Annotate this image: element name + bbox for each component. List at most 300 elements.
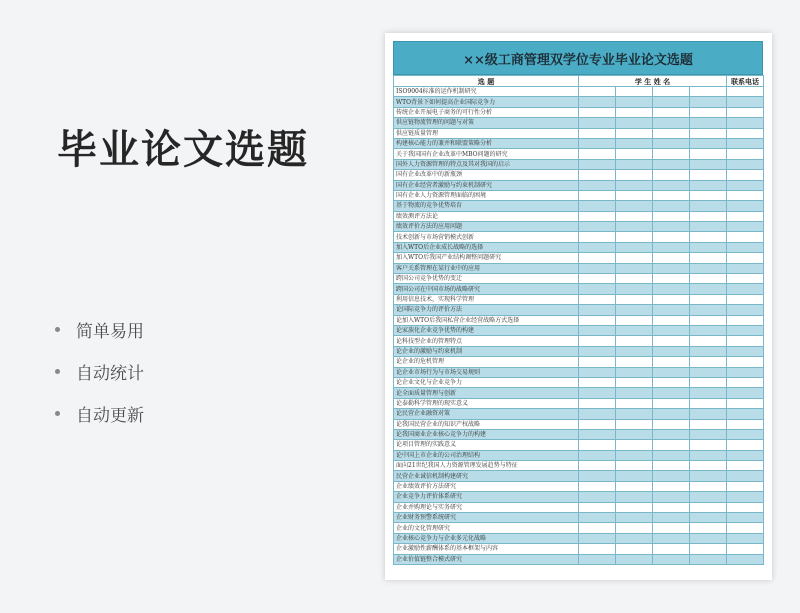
student-name-cell[interactable] xyxy=(690,346,727,356)
student-name-cell[interactable] xyxy=(690,461,727,471)
student-name-cell[interactable] xyxy=(579,419,616,429)
student-name-cell[interactable] xyxy=(690,377,727,387)
student-name-cell[interactable] xyxy=(616,429,653,439)
student-name-cell[interactable] xyxy=(616,419,653,429)
student-name-cell[interactable] xyxy=(690,471,727,481)
student-name-cell[interactable] xyxy=(579,242,616,252)
table-row xyxy=(394,367,764,377)
student-name-cell[interactable] xyxy=(690,180,727,190)
topic-cell[interactable]: WTO背景下如何提高企业国际竞争力 xyxy=(394,97,579,107)
student-name-cell[interactable] xyxy=(690,222,727,232)
student-name-cell[interactable] xyxy=(653,325,690,335)
phone-cell[interactable] xyxy=(727,336,764,346)
student-name-cell[interactable] xyxy=(616,398,653,408)
student-name-cell[interactable] xyxy=(616,274,653,284)
topic-cell[interactable]: 企业核心竞争力与企业多元化战略 xyxy=(394,533,579,543)
topic-cell[interactable]: 论企业市场行为与市场交易规则 xyxy=(394,367,579,377)
student-name-cell[interactable] xyxy=(653,190,690,200)
student-name-cell[interactable] xyxy=(690,170,727,180)
student-name-cell[interactable] xyxy=(653,242,690,252)
student-name-cell[interactable] xyxy=(616,284,653,294)
topic-cell[interactable]: ISO9004标准的运作机制研究 xyxy=(394,87,579,97)
student-name-cell[interactable] xyxy=(579,471,616,481)
topic-cell[interactable]: 论全面质量管理与创新 xyxy=(394,388,579,398)
student-name-cell[interactable] xyxy=(653,523,690,533)
student-name-cell[interactable] xyxy=(690,232,727,242)
student-name-cell[interactable] xyxy=(616,253,653,263)
table-row xyxy=(394,461,764,471)
phone-cell[interactable] xyxy=(727,222,764,232)
student-name-cell[interactable] xyxy=(653,492,690,502)
student-name-cell[interactable] xyxy=(579,398,616,408)
topic-cell[interactable]: 企业激励性薪酬体系的基本框架与内容 xyxy=(394,544,579,554)
topic-cell[interactable]: 论科技型企业的管理特点 xyxy=(394,336,579,346)
student-name-cell[interactable] xyxy=(690,201,727,211)
phone-cell[interactable] xyxy=(727,274,764,284)
phone-cell[interactable] xyxy=(727,232,764,242)
phone-cell[interactable] xyxy=(727,159,764,169)
student-name-cell[interactable] xyxy=(616,325,653,335)
student-name-cell[interactable] xyxy=(690,388,727,398)
phone-cell[interactable] xyxy=(727,492,764,502)
student-name-cell[interactable] xyxy=(653,377,690,387)
student-name-cell[interactable] xyxy=(579,544,616,554)
topic-cell[interactable]: 客户关系管理在某行业中的应用 xyxy=(394,263,579,273)
student-name-cell[interactable] xyxy=(616,544,653,554)
student-name-cell[interactable] xyxy=(579,523,616,533)
student-name-cell[interactable] xyxy=(690,502,727,512)
topic-cell[interactable]: 关于我国国有企业改革中MBO问题的研究 xyxy=(394,149,579,159)
student-name-cell[interactable] xyxy=(579,138,616,148)
student-name-cell[interactable] xyxy=(579,357,616,367)
topic-cell[interactable]: 企业财务预警系统研究 xyxy=(394,513,579,523)
student-name-cell[interactable] xyxy=(616,190,653,200)
student-name-cell[interactable] xyxy=(690,149,727,159)
student-name-cell[interactable] xyxy=(653,388,690,398)
student-name-cell[interactable] xyxy=(579,284,616,294)
feature-label: 自动统计 xyxy=(76,363,144,384)
student-name-cell[interactable] xyxy=(616,554,653,564)
student-name-cell[interactable] xyxy=(616,170,653,180)
topic-cell[interactable]: 民营企业诚信机制构建研究 xyxy=(394,471,579,481)
phone-cell[interactable] xyxy=(727,242,764,252)
student-name-cell[interactable] xyxy=(579,253,616,263)
topic-cell[interactable]: 国有企业经营者激励与约束机制研究 xyxy=(394,180,579,190)
table-row xyxy=(394,492,764,502)
student-name-cell[interactable] xyxy=(616,481,653,491)
phone-cell[interactable] xyxy=(727,253,764,263)
topic-cell[interactable]: 企业竞争力评价体系研究 xyxy=(394,492,579,502)
student-name-cell[interactable] xyxy=(690,367,727,377)
student-name-cell[interactable] xyxy=(579,388,616,398)
student-name-cell[interactable] xyxy=(579,128,616,138)
phone-cell[interactable] xyxy=(727,461,764,471)
student-name-cell[interactable] xyxy=(616,87,653,97)
student-name-cell[interactable] xyxy=(653,315,690,325)
student-name-cell[interactable] xyxy=(690,409,727,419)
student-name-cell[interactable] xyxy=(653,159,690,169)
student-name-cell[interactable] xyxy=(690,128,727,138)
topic-cell[interactable]: 国外人力资源管理的特点及其对我国的启示 xyxy=(394,159,579,169)
student-name-cell[interactable] xyxy=(616,450,653,460)
table-row xyxy=(394,409,764,419)
student-name-cell[interactable] xyxy=(653,409,690,419)
student-name-cell[interactable] xyxy=(616,315,653,325)
student-name-cell[interactable] xyxy=(579,533,616,543)
student-name-cell[interactable] xyxy=(690,523,727,533)
topic-cell[interactable]: 供应链质量管理 xyxy=(394,128,579,138)
student-name-cell[interactable] xyxy=(616,533,653,543)
table-body xyxy=(394,87,764,565)
topic-cell[interactable]: 利用信息技术，实现科学管理 xyxy=(394,294,579,304)
student-name-cell[interactable] xyxy=(653,211,690,221)
student-name-cell[interactable] xyxy=(579,190,616,200)
student-name-cell[interactable] xyxy=(653,118,690,128)
phone-cell[interactable] xyxy=(727,97,764,107)
topic-cell[interactable]: 论国际竞争力的评价方法 xyxy=(394,305,579,315)
student-name-cell[interactable] xyxy=(579,315,616,325)
phone-cell[interactable] xyxy=(727,388,764,398)
student-name-cell[interactable] xyxy=(579,180,616,190)
student-name-cell[interactable] xyxy=(579,87,616,97)
student-name-cell[interactable] xyxy=(579,513,616,523)
phone-cell[interactable] xyxy=(727,128,764,138)
phone-cell[interactable] xyxy=(727,180,764,190)
student-name-cell[interactable] xyxy=(690,107,727,117)
student-name-cell[interactable] xyxy=(616,222,653,232)
topic-cell[interactable]: 企业绩效评价方法研究 xyxy=(394,481,579,491)
table-row xyxy=(394,284,764,294)
student-name-cell[interactable] xyxy=(653,274,690,284)
table-row xyxy=(394,294,764,304)
student-name-cell[interactable] xyxy=(616,138,653,148)
phone-cell[interactable] xyxy=(727,367,764,377)
student-name-cell[interactable] xyxy=(653,544,690,554)
topic-cell[interactable]: 加入WTO后企业成长战略的选择 xyxy=(394,242,579,252)
student-name-cell[interactable] xyxy=(690,87,727,97)
student-name-cell[interactable] xyxy=(690,492,727,502)
student-name-cell[interactable] xyxy=(616,513,653,523)
table-row xyxy=(394,128,764,138)
phone-cell[interactable] xyxy=(727,471,764,481)
table-row xyxy=(394,180,764,190)
phone-cell[interactable] xyxy=(727,170,764,180)
student-name-cell[interactable] xyxy=(653,201,690,211)
student-name-cell[interactable] xyxy=(690,190,727,200)
phone-cell[interactable] xyxy=(727,533,764,543)
student-name-cell[interactable] xyxy=(690,429,727,439)
phone-cell[interactable] xyxy=(727,429,764,439)
topic-cell[interactable]: 论我国民营企业的知识产权战略 xyxy=(394,419,579,429)
student-name-cell[interactable] xyxy=(690,533,727,543)
student-name-cell[interactable] xyxy=(616,336,653,346)
topic-cell[interactable]: 国有企业改革中的新瓶颈 xyxy=(394,170,579,180)
topic-cell[interactable]: 基于物流的竞争优势培育 xyxy=(394,201,579,211)
student-name-cell[interactable] xyxy=(653,294,690,304)
student-name-cell[interactable] xyxy=(616,461,653,471)
student-name-cell[interactable] xyxy=(653,481,690,491)
student-name-cell[interactable] xyxy=(653,138,690,148)
student-name-cell[interactable] xyxy=(690,544,727,554)
student-name-cell[interactable] xyxy=(653,419,690,429)
student-name-cell[interactable] xyxy=(579,502,616,512)
student-name-cell[interactable] xyxy=(616,471,653,481)
student-name-cell[interactable] xyxy=(579,263,616,273)
student-name-cell[interactable] xyxy=(579,409,616,419)
student-name-cell[interactable] xyxy=(579,97,616,107)
table-row xyxy=(394,170,764,180)
topic-cell[interactable]: 论加入WTO后我国私营企业经营战略方式选择 xyxy=(394,315,579,325)
student-name-cell[interactable] xyxy=(653,471,690,481)
student-name-cell[interactable] xyxy=(579,336,616,346)
topic-cell[interactable]: 论民营企业融资对策 xyxy=(394,409,579,419)
student-name-cell[interactable] xyxy=(690,336,727,346)
student-name-cell[interactable] xyxy=(616,294,653,304)
student-name-cell[interactable] xyxy=(690,554,727,564)
table-row xyxy=(394,232,764,242)
phone-cell[interactable] xyxy=(727,523,764,533)
student-name-cell[interactable] xyxy=(690,513,727,523)
student-name-cell[interactable] xyxy=(690,253,727,263)
topic-cell[interactable]: 企业价值链整合模式研究 xyxy=(394,554,579,564)
student-name-cell[interactable] xyxy=(616,232,653,242)
student-name-cell[interactable] xyxy=(616,409,653,419)
table-row xyxy=(394,149,764,159)
student-name-cell[interactable] xyxy=(653,346,690,356)
table-row xyxy=(394,253,764,263)
student-name-cell[interactable] xyxy=(653,128,690,138)
student-name-cell[interactable] xyxy=(690,325,727,335)
student-name-cell[interactable] xyxy=(653,97,690,107)
student-name-cell[interactable] xyxy=(653,357,690,367)
topic-cell[interactable]: 面向21世纪我国人力资源管理发展趋势与特征 xyxy=(394,461,579,471)
phone-cell[interactable] xyxy=(727,357,764,367)
phone-cell[interactable] xyxy=(727,305,764,315)
topic-cell[interactable]: 传统企业开展电子商务的可行性分析 xyxy=(394,107,579,117)
student-name-cell[interactable] xyxy=(579,346,616,356)
student-name-cell[interactable] xyxy=(579,222,616,232)
phone-cell[interactable] xyxy=(727,419,764,429)
student-name-cell[interactable] xyxy=(653,222,690,232)
student-name-cell[interactable] xyxy=(690,242,727,252)
student-name-cell[interactable] xyxy=(653,533,690,543)
student-name-cell[interactable] xyxy=(579,170,616,180)
student-name-cell[interactable] xyxy=(616,180,653,190)
student-name-cell[interactable] xyxy=(616,305,653,315)
topic-cell[interactable]: 论企业的激励与约束机制 xyxy=(394,346,579,356)
student-name-cell[interactable] xyxy=(653,336,690,346)
topic-cell[interactable]: 论泰勒科学管理的现实意义 xyxy=(394,398,579,408)
student-name-cell[interactable] xyxy=(653,305,690,315)
student-name-cell[interactable] xyxy=(579,294,616,304)
student-name-cell[interactable] xyxy=(690,211,727,221)
student-name-cell[interactable] xyxy=(616,357,653,367)
table-row xyxy=(394,440,764,450)
student-name-cell[interactable] xyxy=(579,492,616,502)
topic-cell[interactable]: 跨国公司在中国市场的战略研究 xyxy=(394,284,579,294)
phone-cell[interactable] xyxy=(727,284,764,294)
phone-cell[interactable] xyxy=(727,554,764,564)
student-name-cell[interactable] xyxy=(653,429,690,439)
student-name-cell[interactable] xyxy=(579,367,616,377)
student-name-cell[interactable] xyxy=(579,211,616,221)
student-name-cell[interactable] xyxy=(616,346,653,356)
student-name-cell[interactable] xyxy=(616,97,653,107)
student-name-cell[interactable] xyxy=(690,419,727,429)
student-name-cell[interactable] xyxy=(653,440,690,450)
topic-cell[interactable]: 论我国商业企业核心竞争力的构建 xyxy=(394,429,579,439)
student-name-cell[interactable] xyxy=(616,367,653,377)
student-name-cell[interactable] xyxy=(579,305,616,315)
topic-cell[interactable]: 论企业文化与企业竞争力 xyxy=(394,377,579,387)
topic-cell[interactable]: 加入WTO后我国产业结构调整问题研究 xyxy=(394,253,579,263)
header-topic: 选 题 xyxy=(394,76,579,87)
student-name-cell[interactable] xyxy=(653,367,690,377)
phone-cell[interactable] xyxy=(727,409,764,419)
phone-cell[interactable] xyxy=(727,107,764,117)
topic-cell[interactable]: 企业并购理论与实务研究 xyxy=(394,502,579,512)
phone-cell[interactable] xyxy=(727,211,764,221)
student-name-cell[interactable] xyxy=(653,398,690,408)
student-name-cell[interactable] xyxy=(690,138,727,148)
table-row xyxy=(394,118,764,128)
phone-cell[interactable] xyxy=(727,481,764,491)
phone-cell[interactable] xyxy=(727,138,764,148)
student-name-cell[interactable] xyxy=(690,159,727,169)
student-name-cell[interactable] xyxy=(616,440,653,450)
student-name-cell[interactable] xyxy=(616,263,653,273)
student-name-cell[interactable] xyxy=(690,284,727,294)
topic-cell[interactable]: 技术创新与市场营销模式创新 xyxy=(394,232,579,242)
student-name-cell[interactable] xyxy=(690,450,727,460)
student-name-cell[interactable] xyxy=(690,357,727,367)
table-row xyxy=(394,107,764,117)
topic-cell[interactable]: 跨国公司竞争优势的变迁 xyxy=(394,274,579,284)
topic-cell[interactable]: 构建核心能力的兼并和联盟策略分析 xyxy=(394,138,579,148)
student-name-cell[interactable] xyxy=(579,149,616,159)
student-name-cell[interactable] xyxy=(653,450,690,460)
student-name-cell[interactable] xyxy=(690,398,727,408)
phone-cell[interactable] xyxy=(727,263,764,273)
phone-cell[interactable] xyxy=(727,440,764,450)
student-name-cell[interactable] xyxy=(616,492,653,502)
feature-label: 简单易用 xyxy=(76,321,144,342)
student-name-cell[interactable] xyxy=(653,284,690,294)
student-name-cell[interactable] xyxy=(653,263,690,273)
student-name-cell[interactable] xyxy=(653,502,690,512)
student-name-cell[interactable] xyxy=(579,274,616,284)
student-name-cell[interactable] xyxy=(690,294,727,304)
student-name-cell[interactable] xyxy=(579,325,616,335)
student-name-cell[interactable] xyxy=(579,554,616,564)
phone-cell[interactable] xyxy=(727,502,764,512)
student-name-cell[interactable] xyxy=(616,201,653,211)
student-name-cell[interactable] xyxy=(616,211,653,221)
phone-cell[interactable] xyxy=(727,325,764,335)
student-name-cell[interactable] xyxy=(579,461,616,471)
topic-cell[interactable]: 论项目管理的实践意义 xyxy=(394,440,579,450)
student-name-cell[interactable] xyxy=(653,461,690,471)
student-name-cell[interactable] xyxy=(653,180,690,190)
student-name-cell[interactable] xyxy=(579,377,616,387)
phone-cell[interactable] xyxy=(727,118,764,128)
student-name-cell[interactable] xyxy=(616,107,653,117)
student-name-cell[interactable] xyxy=(653,232,690,242)
student-name-cell[interactable] xyxy=(579,118,616,128)
topic-cell[interactable]: 绩效测评方法论 xyxy=(394,211,579,221)
student-name-cell[interactable] xyxy=(579,107,616,117)
student-name-cell[interactable] xyxy=(616,502,653,512)
topic-cell[interactable]: 企业的文化管理研究 xyxy=(394,523,579,533)
student-name-cell[interactable] xyxy=(616,149,653,159)
student-name-cell[interactable] xyxy=(690,118,727,128)
student-name-cell[interactable] xyxy=(616,242,653,252)
phone-cell[interactable] xyxy=(727,513,764,523)
student-name-cell[interactable] xyxy=(616,377,653,387)
student-name-cell[interactable] xyxy=(579,201,616,211)
sheet-title: ××级工商管理双学位专业毕业论文选题 xyxy=(393,41,763,75)
phone-cell[interactable] xyxy=(727,149,764,159)
student-name-cell[interactable] xyxy=(616,128,653,138)
student-name-cell[interactable] xyxy=(690,440,727,450)
student-name-cell[interactable] xyxy=(579,232,616,242)
student-name-cell[interactable] xyxy=(653,87,690,97)
student-name-cell[interactable] xyxy=(690,274,727,284)
phone-cell[interactable] xyxy=(727,346,764,356)
student-name-cell[interactable] xyxy=(579,429,616,439)
student-name-cell[interactable] xyxy=(579,481,616,491)
student-name-cell[interactable] xyxy=(653,149,690,159)
student-name-cell[interactable] xyxy=(616,159,653,169)
phone-cell[interactable] xyxy=(727,315,764,325)
table-row xyxy=(394,429,764,439)
student-name-cell[interactable] xyxy=(653,253,690,263)
phone-cell[interactable] xyxy=(727,544,764,554)
phone-cell[interactable] xyxy=(727,87,764,97)
phone-cell[interactable] xyxy=(727,398,764,408)
student-name-cell[interactable] xyxy=(653,170,690,180)
student-name-cell[interactable] xyxy=(690,263,727,273)
topic-cell[interactable]: 论家族化企业竞争优势的构建 xyxy=(394,325,579,335)
table-header-row xyxy=(394,76,764,87)
phone-cell[interactable] xyxy=(727,294,764,304)
student-name-cell[interactable] xyxy=(690,97,727,107)
phone-cell[interactable] xyxy=(727,450,764,460)
feature-list xyxy=(55,308,144,434)
student-name-cell[interactable] xyxy=(653,513,690,523)
topic-cell[interactable]: 供应链物流管理的问题与对策 xyxy=(394,118,579,128)
topic-cell[interactable]: 国有企业人力资源管理面临的困境 xyxy=(394,190,579,200)
topic-cell[interactable]: 论中国上市企业的公司治理结构 xyxy=(394,450,579,460)
student-name-cell[interactable] xyxy=(616,388,653,398)
phone-cell[interactable] xyxy=(727,190,764,200)
topic-cell[interactable]: 绩效评价方法的应用问题 xyxy=(394,222,579,232)
phone-cell[interactable] xyxy=(727,377,764,387)
student-name-cell[interactable] xyxy=(579,440,616,450)
student-name-cell[interactable] xyxy=(653,107,690,117)
table-row xyxy=(394,159,764,169)
student-name-cell[interactable] xyxy=(690,305,727,315)
student-name-cell[interactable] xyxy=(690,315,727,325)
topic-cell[interactable]: 论企业的危机管理 xyxy=(394,357,579,367)
student-name-cell[interactable] xyxy=(653,554,690,564)
phone-cell[interactable] xyxy=(727,201,764,211)
student-name-cell[interactable] xyxy=(579,159,616,169)
student-name-cell[interactable] xyxy=(690,481,727,491)
student-name-cell[interactable] xyxy=(616,523,653,533)
student-name-cell[interactable] xyxy=(579,450,616,460)
student-name-cell[interactable] xyxy=(616,118,653,128)
